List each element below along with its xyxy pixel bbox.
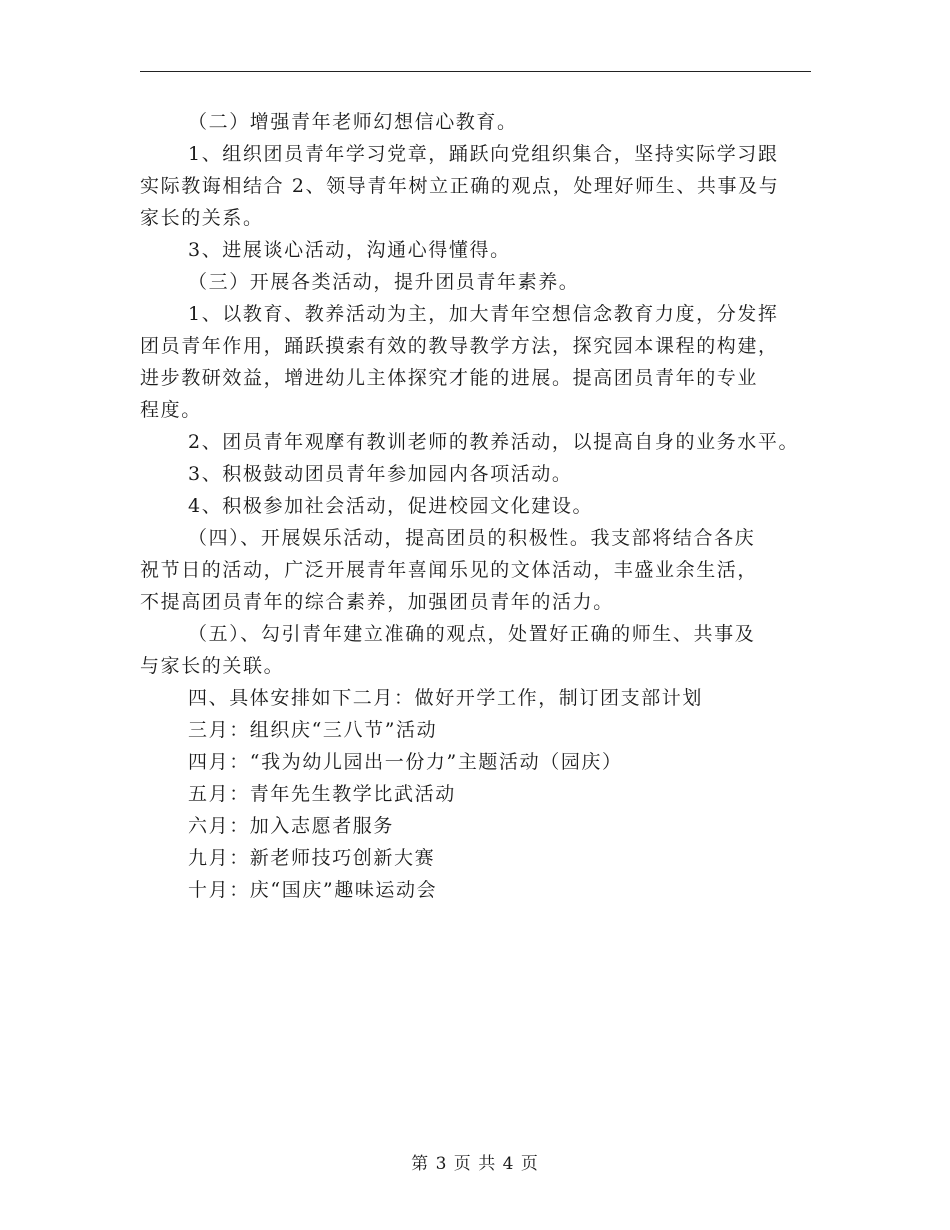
paragraph-line: 团员青年作用，踊跃摸索有效的教导教学方法，探究园本课程的构建， — [140, 335, 779, 357]
schedule-item: 九月：新老师技巧创新大赛 — [188, 847, 436, 869]
paragraph-line: 2、团员青年观摩有教训老师的教养活动，以提高自身的业务水平。 — [188, 431, 800, 453]
schedule-item: 六月：加入志愿者服务 — [188, 815, 395, 837]
paragraph-line: 不提高团员青年的综合素养，加强团员青年的活力。 — [140, 591, 614, 613]
paragraph-line: 进步教研效益，增进幼儿主体探究才能的进展。提高团员青年的专业 — [140, 367, 759, 389]
paragraph-line: 四、具体安排如下二月：做好开学工作，制订团支部计划 — [188, 687, 704, 709]
paragraph-line: 1、以教育、教养活动为主，加大青年空想信念教育力度，分发挥 — [188, 303, 779, 325]
paragraph-line: （二）增强青年老师幻想信心教育。 — [188, 111, 518, 133]
paragraph-line: 3、进展谈心活动，沟通心得懂得。 — [188, 239, 511, 261]
paragraph-line: （四）、开展娱乐活动，提高团员的积极性。我支部将结合各庆 — [188, 527, 756, 549]
schedule-item: 三月：组织庆“三八节”活动 — [188, 719, 438, 741]
paragraph-line: 4、积极参加社会活动，促进校园文化建设。 — [188, 495, 594, 517]
paragraph-line: 实际教诲相结合 2、领导青年树立正确的观点，处理好师生、共事及与 — [140, 175, 780, 197]
paragraph-line: 祝节日的活动，广泛开展青年喜闻乐见的文体活动，丰盛业余生活， — [140, 559, 759, 581]
paragraph-line: 家长的关系。 — [140, 207, 264, 229]
paragraph-line: 与家长的关联。 — [140, 655, 285, 677]
page-number: 第 3 页 共 4 页 — [411, 1154, 539, 1174]
schedule-item: 四月：“我为幼儿园出一份力”主题活动（园庆） — [188, 751, 623, 773]
paragraph-line: 3、积极鼓动团员青年参加园内各项活动。 — [188, 463, 573, 485]
header-rule — [140, 71, 811, 72]
paragraph-line: （五）、勾引青年建立准确的观点，处置好正确的师生、共事及 — [188, 623, 756, 645]
schedule-item: 五月：青年先生教学比武活动 — [188, 783, 456, 805]
paragraph-line: （三）开展各类活动，提升团员青年素养。 — [188, 271, 580, 293]
paragraph-line: 程度。 — [140, 399, 202, 421]
paragraph-line: 1、组织团员青年学习党章，踊跃向党组织集合，坚持实际学习跟 — [188, 143, 779, 165]
schedule-item: 十月：庆“国庆”趣味运动会 — [188, 879, 438, 901]
